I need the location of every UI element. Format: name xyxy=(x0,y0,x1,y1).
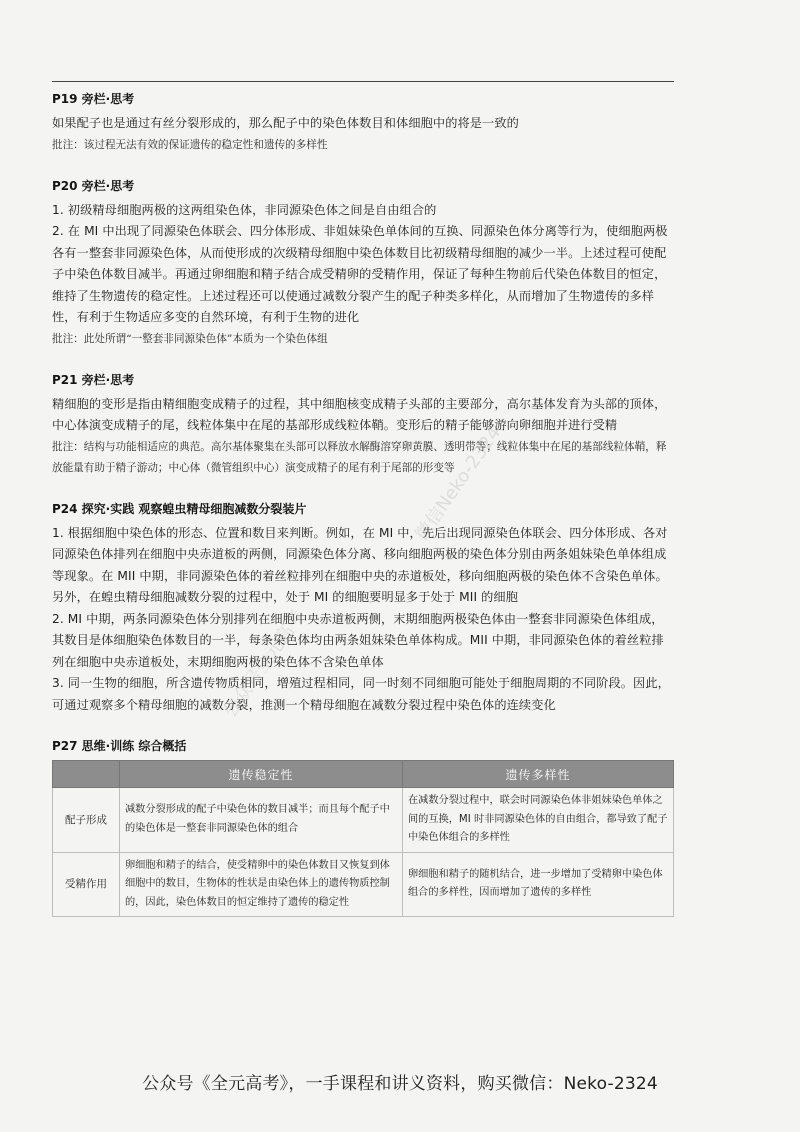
section-title: P27 思维·训练 综合概括 xyxy=(52,739,187,753)
table-row xyxy=(53,852,674,917)
section-p21 xyxy=(52,372,674,479)
paragraph: 3. 同一生物的细胞，所含遗传物质相同，增殖过程相同，同一时刻不同细胞可能处于细胞周期的不同阶段。因此，可通过观察多个精母细胞的减数分裂，推测一个精母细胞在减数分裂过程中染色体的连续变化 xyxy=(52,676,670,712)
paragraph: 1. 根据细胞中染色体的形态、位置和数目来判断。例如，在 MI 中，先后出现同源染色体联会、四分体形成、各对同源染色体排列在细胞中央赤道板的两侧，同源染色体分离、移向细胞两极的染色体分别由两条姐妹染色单体组成等现象。在 MII 中期，非同源染色体的着丝粒排列在细胞中央的赤道板处，移向细胞两极的染色体不含染色单体。另外，在蝗虫精母细胞减数分裂的过程中，处于 MI 的细胞要明显多于处于 MII 的细胞 xyxy=(52,525,668,604)
annotation-note: 批注：此处所谓“一整套非同源染色体”本质为一个染色体组 xyxy=(52,332,328,345)
row-label: 配子形成 xyxy=(53,788,120,853)
section-p19 xyxy=(52,91,674,156)
section-p27 xyxy=(52,738,674,917)
row-label: 受精作用 xyxy=(53,852,120,917)
table-row xyxy=(53,788,674,853)
watermark-text: 公众号全元高考 xyxy=(219,606,309,722)
table-header-diversity: 遗传多样性 xyxy=(403,761,674,788)
table-header-row xyxy=(53,761,674,788)
section-title: P21 旁栏·思考 xyxy=(52,372,135,387)
section-p24 xyxy=(52,501,674,717)
annotation-note: 批注：结构与功能相适应的典范。高尔基体聚集在头部可以释放水解酶溶穿卵黄膜、透明带等；线粒体集中在尾的基部线粒体鞘，释放能量有助于精子游动；中心体（微管组织中心）演变成精子的尾有利于尾部的形变等 xyxy=(52,440,667,474)
content xyxy=(52,91,674,935)
cell-stability: 卵细胞和精子的结合，使受精卵中的染色体数目又恢复到体细胞中的数目，生物体的性状是由染色体上的遗传物质控制的，因此，染色体数目的恒定维持了遗传的稳定性 xyxy=(120,852,403,917)
annotation-note: 批注：该过程无法有效的保证遗传的稳定性和遗传的多样性 xyxy=(52,138,328,151)
cell-diversity: 卵细胞和精子的随机结合，进一步增加了受精卵中染色体组合的多样性，因而增加了遗传的多样性 xyxy=(403,852,674,917)
paragraph: 1. 初级精母细胞两极的这两组染色体，非同源染色体之间是自由组合的 xyxy=(52,202,437,217)
section-title: P20 旁栏·思考 xyxy=(52,178,135,193)
section-p20 xyxy=(52,178,674,350)
section-title: P24 探究·实践 观察蝗虫精母细胞减数分裂装片 xyxy=(52,501,307,516)
footer-banner: 公众号《全元高考》，一手课程和讲义资料，购买微信：Neko-2324 xyxy=(142,1074,658,1094)
section-title: P19 旁栏·思考 xyxy=(52,92,135,106)
watermark-text: 微信Neko-2324 xyxy=(411,422,506,545)
cell-diversity: 在减数分裂过程中，联会时同源染色体非姐妹染色单体之间的互换，MI 时非同源染色体的自由组合，都导致了配子中染色体组合的多样性 xyxy=(403,788,674,853)
cell-stability: 减数分裂形成的配子中染色体的数目减半；而且每个配子中的染色体是一整套非同源染色体的组合 xyxy=(120,788,403,853)
summary-table xyxy=(52,760,674,917)
paragraph: 2. MI 中期，两条同源染色体分别排列在细胞中央赤道板两侧，末期细胞两极染色体由一整套非同源染色体组成，其数目是体细胞染色体数目的一半，每条染色体均由两条姐妹染色单体构成。MII 中期，非同源染色体的着丝粒排列在细胞中央赤道板处，末期细胞两极的染色体不含染色单体 xyxy=(52,611,664,669)
paragraph: 如果配子也是通过有丝分裂形成的，那么配子中的染色体数目和体细胞中的将是一致的 xyxy=(52,116,519,130)
table-header-blank xyxy=(53,761,120,788)
paragraph: 2. 在 MI 中出现了同源染色体联会、四分体形成、非姐妹染色单体间的互换、同源染色体分离等行为，使细胞两极各有一整套非同源染色体，从而使形成的次级精母细胞中染色体数目比初级精母细胞的减少一半。上述过程可使配子中染色体数目减半。再通过卵细胞和精子结合成受精卵的受精作用，保证了每种生物前后代染色体数目的恒定，维持了生物遗传的稳定性。上述过程还可以使通过减数分裂产生的配子种类多样化，从而增加了生物遗传的多样性，有利于生物适应多变的自然环境，有利于生物的进化 xyxy=(52,224,668,324)
top-rule xyxy=(52,81,674,82)
table-header-stability: 遗传稳定性 xyxy=(120,761,403,788)
paragraph: 精细胞的变形是指由精细胞变成精子的过程，其中细胞核变成精子头部的主要部分，高尔基体发育为头部的顶体，中心体演变成精子的尾，线粒体集中在尾的基部形成线粒体鞘。变形后的精子能够游向卵细胞并进行受精 xyxy=(52,396,667,432)
